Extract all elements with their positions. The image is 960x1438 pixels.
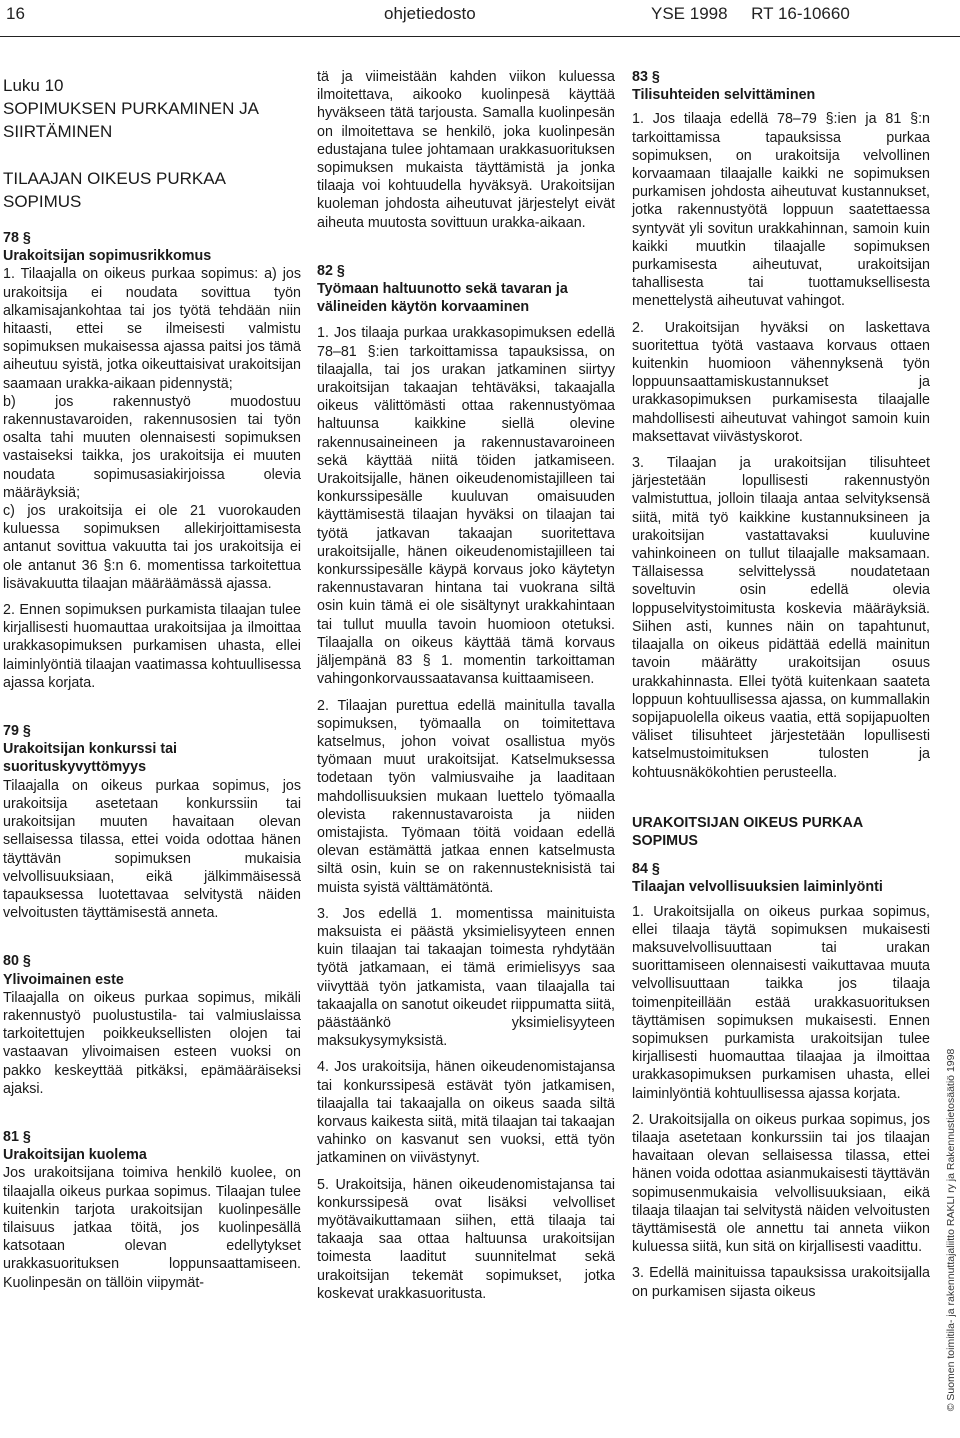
copyright-sidebar (944, 1040, 958, 1420)
section-78-paragraph-1: 1. Tilaajalla on oikeus purkaa sopimus: a) jos urakoitsija ei noudata sovittua työn alkamisajankohtaa tai jos työtä tehdään niin hitaasti, ettei se ilmeisesti valmistu sopimuksen mukaisessa ajassa paitsi jos tämä aiheutuu syistä, jotka oikeuttaisivat urakoitsijan saamaan urakka-aikaan pidennystä; (3, 266, 301, 392)
column-1 (3, 74, 301, 1300)
section-83-paragraph-1: 1. Jos tilaaja edellä 78–79 §:ien ja 81 §:n tarkoittamissa tapauksissa purkaa sopimuksen, on urakoitsija velvollinen korvaamaan tilaajalle kaikki ne sopimuksen purkamisen johdosta aiheutuvat kustannukset, jotka rakennustyötä loppuun saatettaessa syntyvät yli sovitun urakkahinnan, samoin kuin kaikki muutkin tilaajalle sopimuksen purkamisesta aiheutuvat, urakoitsijan tahallisesta tai tuottamuksellisesta menettelystä aiheutuvat vahingot. (632, 111, 930, 310)
document-identifier: YSE 1998 RT 16-10660 (651, 4, 850, 23)
section-78-number: 78 § (3, 230, 31, 246)
copyright-text: © Suomen toimitila- ja rakennuttajaliitto RAKLI ry ja Rakennustietosäätiö 1998 (945, 1048, 957, 1412)
section-82-paragraph-3: 3. Jos edellä 1. momentissa mainituista maksuista ei päästä yksimielisyyteen ennen kuin tilaajan tai takaajan toimesta ryhdytään työtä jatkamaan, ei tämä erimielisyys saa viivyttää työn jatkamista, vaan tilaajalla tai takaajalla on sanotut oikeudet riippumatta siitä, päästäänkö yksimielisyyteen maksukysymyksistä. (317, 905, 615, 1050)
section-81-continuation: tä ja viimeistään kahden viikon kuluessa ilmoitettava, aikooko kuolinpesä käyttää hyväkseen tätä tarjousta. Samalla kuolinpesän on ilmoitettava se henkilö, joka kuolinpesän edustajana tulee johtamaan urakkasuorituksen sopimuksen mukaista täyttämistä ja jonka tilaaja voi kohtuudella hyväksyä. Urakoitsijan kuoleman johdosta aiheutuvat järjestelyt eivät aiheuta muutosta sovittuun urakka-aikaan. (317, 69, 615, 231)
section-81-paragraph: Jos urakoitsijana toimiva henkilö kuolee, on tilaajalla oikeus purkaa sopimus. Tilaajan tulee kuitenkin tarjota urakoitsijan kuolinpesälle tilaisuus jatkaa töitä, jos kuolinpesällä katsotaan olevan edellytykset urakkasuorituksen loppunsaattamiseen. Kuolinpesän on tällöin viipymät- (3, 1165, 301, 1291)
column-2 (317, 68, 615, 1311)
column-3 (632, 68, 930, 1309)
section-80-number: 80 § (3, 953, 31, 970)
section-78-item-c: c) jos urakoitsija ei ole 21 vuorokauden kuluessa sopimuksen allekirjoittamisesta antanut sovittua vakuutta tai jos urakoitsija ei ole antanut 36 §:n 6. momentissa tarkoitettua lisävakuutta tilaajan määräämässä ajassa. (3, 503, 301, 592)
publication-type: ohjetiedosto (384, 4, 476, 23)
section-78-title: Urakoitsijan sopimusrikkomus (3, 248, 212, 265)
section-82-paragraph-4: 4. Jos urakoitsija, hänen oikeudenomistajansa tai konkurssipesä estävät työn jatkamisen, tilaajalla tai takaajalla on oikeus saada siltä korvaus kaikesta siitä, mitä tilaajan tai takaajan vahinko on kasvanut sen vuoksi, että työn jatkaminen on viivästynyt. (317, 1059, 615, 1167)
section-83-number: 83 § (632, 69, 660, 85)
page-number: 16 (6, 4, 25, 23)
section-83-paragraph-3: 3. Tilaajan ja urakoitsijan tilisuhteet järjestetään lopullisesti rakennustyön valmistuttua, jolloin tilaaja antaa selvityksensä siitä, mitä työ kaikkine kustannuksineen ja urakoitsijan vastattavaksi kuuluvine vahinkoineen on tullut tilaajalle maksamaan. Tällaisessa selvittelyssä noudatetaan soveltuvin osin edellä olevia loppuselvitystoimitusta koskevia määräyksiä. Siihen asti, kunnes näin on tapahtunut, tilaajalla on oikeus pidättää edellä mainitun tavoin määrätty urakoitsijan osuus urakkahinnasta. Ellei työtä kuitenkaan saateta loppuun kohtuullisessa ajassa, on kummallakin sopijapuolella oikeus vaatia, että sopijapuolten väliset tilisuhteet järjestetään lopullisesti katselmustoimituksen tulosten ja kohtuusnäkökohtien perusteella. (632, 455, 930, 781)
section-81-number: 81 § (3, 1128, 31, 1145)
section-81-title: Urakoitsijan kuolema (3, 1147, 147, 1164)
section-79-number: 79 § (3, 723, 31, 740)
section-78-paragraph-2: 2. Ennen sopimuksen purkamista tilaajan tulee kirjallisesti huomauttaa urakoitsijaa ja ilmoittaa urakkasopimuksen purkamisen uhasta, ellei laiminlyöntiä tilaajan vaatimassa kohtuullisessa ajassa korjata. (3, 602, 302, 691)
section-group-heading: TILAAJAN OIKEUS PURKAA SOPIMUS (3, 169, 226, 211)
section-84-title: Tilaajan velvollisuuksien laiminlyönti (632, 879, 883, 896)
section-group-heading-2: URAKOITSIJAN OIKEUS PURKAA SOPIMUS (632, 814, 863, 849)
section-82-title: Työmaan haltuunotto sekä tavaran ja välineiden käytön korvaaminen (317, 281, 568, 316)
section-84-paragraph-2: 2. Urakoitsijalla on oikeus purkaa sopimus, jos tilaaja asetetaan konkurssiin tai jos tilaajan havaitaan olevan sellaisessa tilassa, ettei hänen voida odottaa asianmukaisesti täyttävän sopimusenmukaisia velvollisuuksiaan, eikä tilaaja tilaajan tai selvitystä näiden velvoitusten täyttämisestä ole annettu tai anneta viikon kuluessa siitä, kun sitä on kirjallisesti vaadittu. (632, 1111, 930, 1256)
section-84-paragraph-3: 3. Edellä mainituissa tapauksissa urakoitsijalla on purkamisen sijasta oikeus (632, 1265, 930, 1300)
section-79-title: Urakoitsijan konkurssi tai suorituskyvyttömyys (3, 741, 178, 776)
section-82-number: 82 § (317, 262, 345, 279)
section-82-paragraph-2: 2. Tilaajan purettua edellä mainitulla tavalla sopimuksen, työmaalla on toimitettava katselmus, johon voivat osallistua myös työmaan muut urakoitsijat. Katselmuksessa todetaan työn valmiusvaihe ja laaditaan mahdollisuuksien mukaan luettelo työmaalla olevista rakennustavaroista ja niiden omistajista. Työmaan töitä voidaan edellä olevan estämättä jatkaa ennen katselmusta siltä osin, kuin se on rakennusteknisistä tai muista syistä välttämätöntä. (317, 697, 615, 896)
page-header (0, 0, 960, 37)
section-84-number: 84 § (632, 861, 660, 878)
chapter-heading: Luku 10 SOPIMUKSEN PURKAMINEN JA SIIRTÄMINEN (3, 76, 259, 141)
section-80-title: Ylivoimainen este (3, 971, 124, 988)
section-78-item-b: b) jos rakennustyö muodostuu rakennustavaroiden, rakennusosien tai työn osalta tahi muuten olennaisesti sopimuksen vastaiseksi taikka, jos urakoitsija ei muuten noudata sopimusasiakirjoissa olevia määräyksiä; (3, 393, 301, 501)
section-82-paragraph-1: 1. Jos tilaaja purkaa urakkasopimuksen edellä 78–81 §:ien tarkoittamissa tapauksissa, on tilaajalla, tai jos urakan jatkaminen siirtyy urakoitsijan takaajan tehtäväksi, takaajalla oikeus välittömästi ottaa rakennustyömaa haltuunsa kaikkine siellä olevine rakennusaineineen ja rakennustavaroineen sekä käyttää niitä töiden jatkamiseen. Urakoitsijalle, hänen oikeudenomistajilleen tai konkurssipesälle kuuluvan omaisuuden käyttämisestä tilaajan hyväksi on tilaajan tai työtä jatkavan takaajan suoritettava urakoitsijalle, hänen oikeudenomistajilleen tai konkurssipesälle käypä korvaus joko käytetyn rakennustavaran hintana tai vuokrana siltä osin kuin tämä ei ole sisältynyt urakkahintaan tai tullut muulla tavoin huomioon otetuksi. Tilaajalla on oikeus käyttää tämä korvaus jäljempänä 83 § 1. momentin tarkoittaman vahingonkorvaussaatavansa kuittaamiseen. (317, 325, 615, 688)
section-83-title: Tilisuhteiden selvittäminen (632, 87, 816, 104)
section-80-paragraph: Tilaajalla on oikeus purkaa sopimus, mikäli rakennustyö puolustustila- tai valmiuslaissa tarkoitettujen poikkeuksellisten olojen tai vastaavan ylivoimaisen esteen vuoksi on pakko keskeyttää pitkäksi, epämääräiseksi ajaksi. (3, 989, 301, 1097)
section-82-paragraph-5: 5. Urakoitsija, hänen oikeudenomistajansa tai konkurssipesä ovat lisäksi velvolliset myötävaikuttamaan siihen, että tilaaja tai takaaja saa ottaa haltuunsa urakoitsijan toimesta laaditut suunnitelmat sekä urakoitsijan tekemät sopimukset, jotka koskevat urakkasuoritusta. (317, 1176, 615, 1302)
section-83-paragraph-2: 2. Urakoitsijan hyväksi on laskettava suoritettua työtä vastaava korvaus ottaen kuitenkin huomioon vähennyksenä työn loppuunsaattamiskustannukset ja urakkasopimuksen purkamisesta tilaajalle mahdollisesti aiheutuvat vahingot samoin kuin maksettavat viivästyskorot. (632, 319, 930, 445)
section-84-paragraph-1: 1. Urakoitsijalla on oikeus purkaa sopimus, ellei tilaaja täytä sopimuksen mukaisesti maksuvelvollisuuttaan tai urakan suorittamiseen olennaisesti vaikuttavaa muuta velvollisuuttaan taikka jos tilaaja toimenpiteillään estää urakkasuorituksen täyttämisen sopimuksen mukaisesti. Ennen sopimuksen purkamista urakoitsijan tulee kirjallisesti huomauttaa tilaajaa ja ilmoittaa urakkasopimuksen purkamisen uhasta, ellei laiminlyöntiä kohtuullisessa ajassa korjata. (632, 903, 930, 1102)
section-79-paragraph: Tilaajalla on oikeus purkaa sopimus, jos urakoitsija asetetaan konkurssiin tai urakoitsijan muuten havaitaan olevan sellaisessa tilassa, ettei voida odottaa hänen täyttävän sopimuksen mukaisia velvollisuuksiaan, eikä jälkimmäisessä tapauksessa luotettavaa selvitystä näiden velvoitusten täyttämisestä anneta. (3, 777, 301, 922)
